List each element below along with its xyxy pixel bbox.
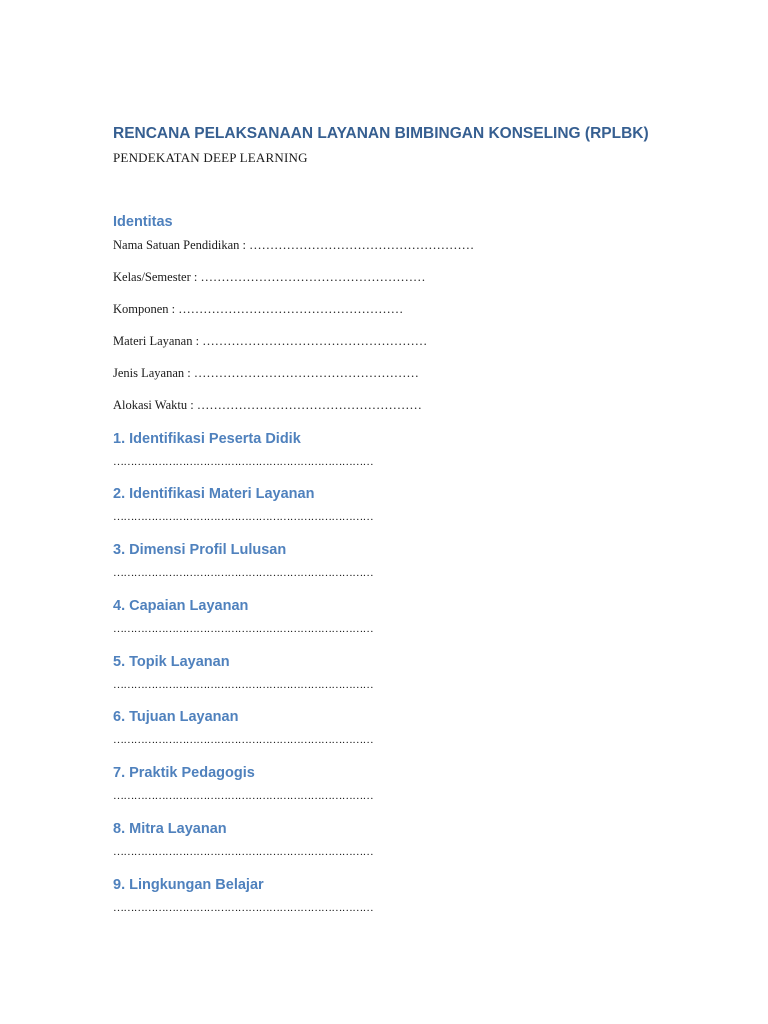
section-heading-topik-layanan: 5. Topik Layanan (113, 654, 230, 670)
section-placeholder-topik-layanan: ………………………………………………………………… (113, 679, 374, 691)
section-placeholder-lingkungan-belajar: ………………………………………………………………… (113, 902, 374, 914)
field-kelas-semester: Kelas/Semester : ……………………………………………… (113, 270, 426, 284)
section-heading-identifikasi-peserta-didik: 1. Identifikasi Peserta Didik (113, 431, 301, 447)
section-heading-tujuan-layanan: 6. Tujuan Layanan (113, 709, 239, 725)
section-heading-capaian-layanan: 4. Capaian Layanan (113, 598, 249, 614)
section-heading-lingkungan-belajar: 9. Lingkungan Belajar (113, 877, 264, 893)
section-placeholder-identifikasi-peserta-didik: ………………………………………………………………… (113, 456, 374, 468)
field-materi-layanan: Materi Layanan : ……………………………………………… (113, 334, 428, 348)
section-placeholder-capaian-layanan: ………………………………………………………………… (113, 623, 374, 635)
section-heading-identifikasi-materi-layanan: 2. Identifikasi Materi Layanan (113, 486, 315, 502)
field-nama-satuan-pendidikan: Nama Satuan Pendidikan : ……………………………………………… (113, 238, 475, 252)
section-placeholder-identifikasi-materi-layanan: ………………………………………………………………… (113, 511, 374, 523)
section-placeholder-praktik-pedagogis: ………………………………………………………………… (113, 790, 374, 802)
identitas-heading: Identitas (113, 214, 173, 230)
field-jenis-layanan: Jenis Layanan : ……………………………………………… (113, 366, 419, 380)
document-subtitle: PENDEKATAN DEEP LEARNING (113, 150, 308, 165)
field-komponen: Komponen : ……………………………………………… (113, 302, 404, 316)
document-title: RENCANA PELAKSANAAN LAYANAN BIMBINGAN KONSELING (RPLBK) (113, 125, 649, 142)
section-placeholder-dimensi-profil-lulusan: ………………………………………………………………… (113, 567, 374, 579)
section-heading-praktik-pedagogis: 7. Praktik Pedagogis (113, 765, 255, 781)
section-heading-dimensi-profil-lulusan: 3. Dimensi Profil Lulusan (113, 542, 287, 558)
section-placeholder-mitra-layanan: ………………………………………………………………… (113, 846, 374, 858)
section-placeholder-tujuan-layanan: ………………………………………………………………… (113, 734, 374, 746)
section-heading-mitra-layanan: 8. Mitra Layanan (113, 821, 227, 837)
field-alokasi-waktu: Alokasi Waktu : ……………………………………………… (113, 398, 422, 412)
